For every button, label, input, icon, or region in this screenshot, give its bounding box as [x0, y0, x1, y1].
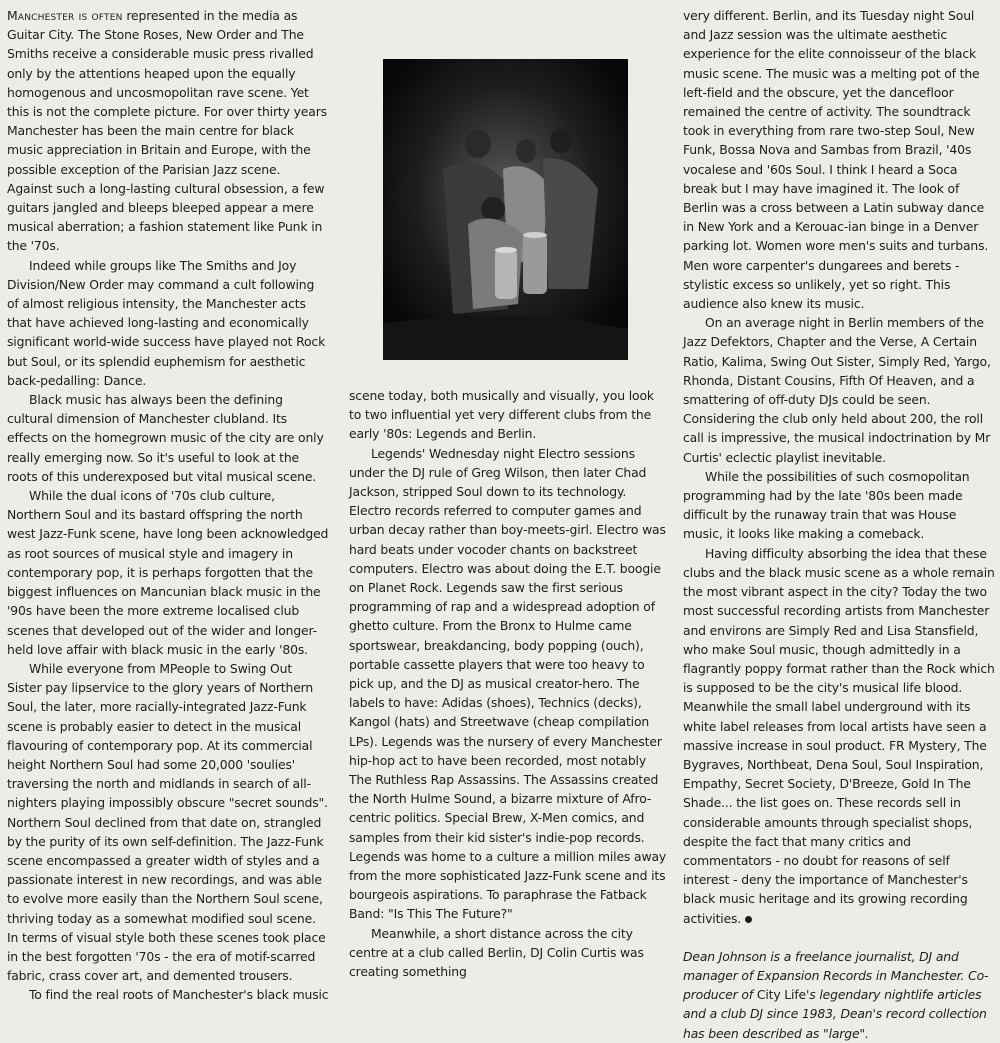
paragraph — [7, 6, 329, 256]
paragraph — [683, 544, 995, 928]
bio-text: Dean Johnson is a freelance journalist, DJ and manager of Expansion Records in Manchester. Co-producer of — [683, 948, 989, 1003]
lead-in: Manchester is often — [7, 8, 123, 23]
paragraph: While the possibilities of such cosmopolitan programming had by the late '80s been made difficult by the runaway train that was House music, it looks like making a comeback. — [683, 468, 970, 542]
end-of-article-bullet-icon — [745, 916, 752, 923]
paragraph: While everyone from MPeople to Swing Out Sister pay lipservice to the glory years of Northern Soul, the later, more racially-integrated Jazz-Funk scene is probably easier to detect in the musical flavouring of contemporary pop. At its commercial height Northern Soul had some 20,000 'soulies' traversing the north and midlands in search of all-nighters playing impossibly obscure "secret sounds". Northern Soul declined from that date on, strangled by the purity of its own self-definition. The Jazz-Funk scene encompassed a greater width of styles and a passionate interest in new recordings, and was able to evolve more easily than the Northern Soul scene, thriving today as a somewhat modified soul scene. In terms of visual style both these scenes took place in the best forgotten '70s - the era of motif-scarred fabric, crass cover art, and demented trousers. — [7, 660, 328, 984]
article-photo — [383, 59, 628, 360]
bio-publication: City Life — [756, 987, 807, 1003]
paragraph: On an average night in Berlin members of the Jazz Defektors, Chapter and the Verse, A Certain Ratio, Kalima, Swing Out Sister, Simply Red, Yargo, Rhonda, Distant Cousins, Fifth Of Heaven, and a smattering of off-duty DJs could be seen. Considering the club only held about 200, the roll call is impressive, the musical indoctrination by Mr Curtis' eclectic playlist inevitable. — [683, 315, 991, 465]
paragraph-text: represented in the media as Guitar City. The Stone Roses, New Order and The Smiths receive a considerable music press rivalled only by the attentions heaped upon the equally homogenous and uncosmopolitan rave scene. Yet this is not the complete picture. For over thirty years Manchester has been the main centre for black music appreciation in Britain and Europe, with the possible exception of the Parisian Jazz scene. Against such a long-lasting cultural obsession, a few guitars jangled and bleeps bleeped appear a mere musical aberration; a fashion statement like Punk in the '70s. — [7, 8, 327, 254]
paragraph: very different. Berlin, and its Tuesday night Soul and Jazz session was the ultimate aesthetic experience for the elite connoisseur of the black music scene. The music was a melting pot of the left-field and the obscure, yet the dancefloor remained the centre of activity. The soundtrack took in everything from rare two-step Soul, New Funk, Bossa Nova and Sambas from Brazil, '40s vocalese and '60s Soul. I think I heard a Soca break but I may have imagined it. The look of Berlin was a cross between a Latin subway dance in New York and a Kerouac-ian binge in a Denver parking lot. Women wore men's suits and turbans. Men wore carpenter's dungarees and berets - stylistic excess so unlikely, yet so right. This audience also knew its music. — [683, 8, 989, 312]
article-column-3 — [683, 6, 995, 1043]
paragraph: Indeed while groups like The Smiths and Joy Division/New Order may command a cult following of almost religious intensity, the Manchester acts that have achieved long-lasting and economically significant world-wide success have played not Rock but Soul, or its splendid euphemism for aesthetic back-pedalling: Dance. — [7, 257, 326, 388]
paragraph: Legends' Wednesday night Electro sessions under the DJ rule of Greg Wilson, then later Chad Jackson, stripped Soul down to its technology. Electro records referred to computer games and urban decay rather than boy-meets-girl. Electro was hard beats under vocoder chants on backstreet computers. Electro was about doing the E.T. boogie on Planet Rock. Legends saw the first serious programming of rap and a widespread adoption of ghetto culture. From the Bronx to Hulme came sportswear, breakdancing, body popping (ouch), portable cassette players that were too heavy to pick up, and the DJ as musical creator-hero. The labels to have: Adidas (shoes), Technics (decks), Kangol (hats) and Streetwave (cheap compilation LPs). Legends was the nursery of every Manchester hip-hop act to have been recorded, most notably The Ruthless Rap Assassins. The Assassins created the North Hulme Sound, a bizarre mixture of Afro-centric politics. Special Brew, X-Men comics, and samples from their kid sister's indie-pop records. Legends was home to a culture a million miles away from the more sophisticated Jazz-Funk scene and its bourgeois aspirations. To paraphrase the Fatback Band: "Is This The Future?" — [349, 445, 667, 922]
paragraph: To find the real roots of Manchester's black music — [29, 987, 329, 1003]
bio-text: 's legendary nightlife articles and a club DJ since 1983, Dean's record collection has been described as "large". — [683, 987, 987, 1041]
paragraph: While the dual icons of '70s club culture, Northern Soul and its bastard offspring the north west Jazz-Funk scene, have long been acknowledged as root sources of musical style and imagery in contemporary pop, it is perhaps forgotten that the biggest influences on Mancunian black music in the '90s have been the more extreme localised club scenes that developed out of the wider and longer-held love affair with black music in the early '80s. — [7, 488, 329, 657]
photo-illustration — [383, 59, 628, 360]
paragraph: scene today, both musically and visually, you look to two influential yet very different clubs from the early '80s: Legends and Berlin. — [349, 388, 654, 442]
author-bio — [683, 947, 995, 1043]
article-column-2 — [349, 386, 667, 981]
article-column-1 — [7, 6, 329, 1005]
paragraph: Black music has always been the defining cultural dimension of Manchester clubland. Its effects on the homegrown music of the city are only really emerging now. So it's useful to look at the roots of this underexposed but vital musical scene. — [7, 392, 324, 484]
paragraph: Meanwhile, a short distance across the city centre at a club called Berlin, DJ Colin Curtis was creating something — [349, 925, 644, 980]
paragraph-text: Having difficulty absorbing the idea that these clubs and the black music scene as a whole remain the most vibrant aspect in the city? Today the two most successful recording artists from Manchester and environs are Simply Red and Lisa Stansfield, who make Soul music, though admittedly in a flagrantly poppy format rather than the Rock which is supposed to be the city's musical life blood. Meanwhile the small label underground with its white label releases from local artists have seen a massive increase in soul product. FR Mystery, The Bygraves, Northbeat, Dena Soul, Soul Inspiration, Empathy, Secret Society, D'Breeze, Gold In The Shade... the list goes on. These records sell in considerable amounts through specialist shops, despite the fact that many critics and commentators - no doubt for reasons of self interest - deny the importance of Manchester's black music heritage and its growing recording activities. — [683, 545, 995, 926]
